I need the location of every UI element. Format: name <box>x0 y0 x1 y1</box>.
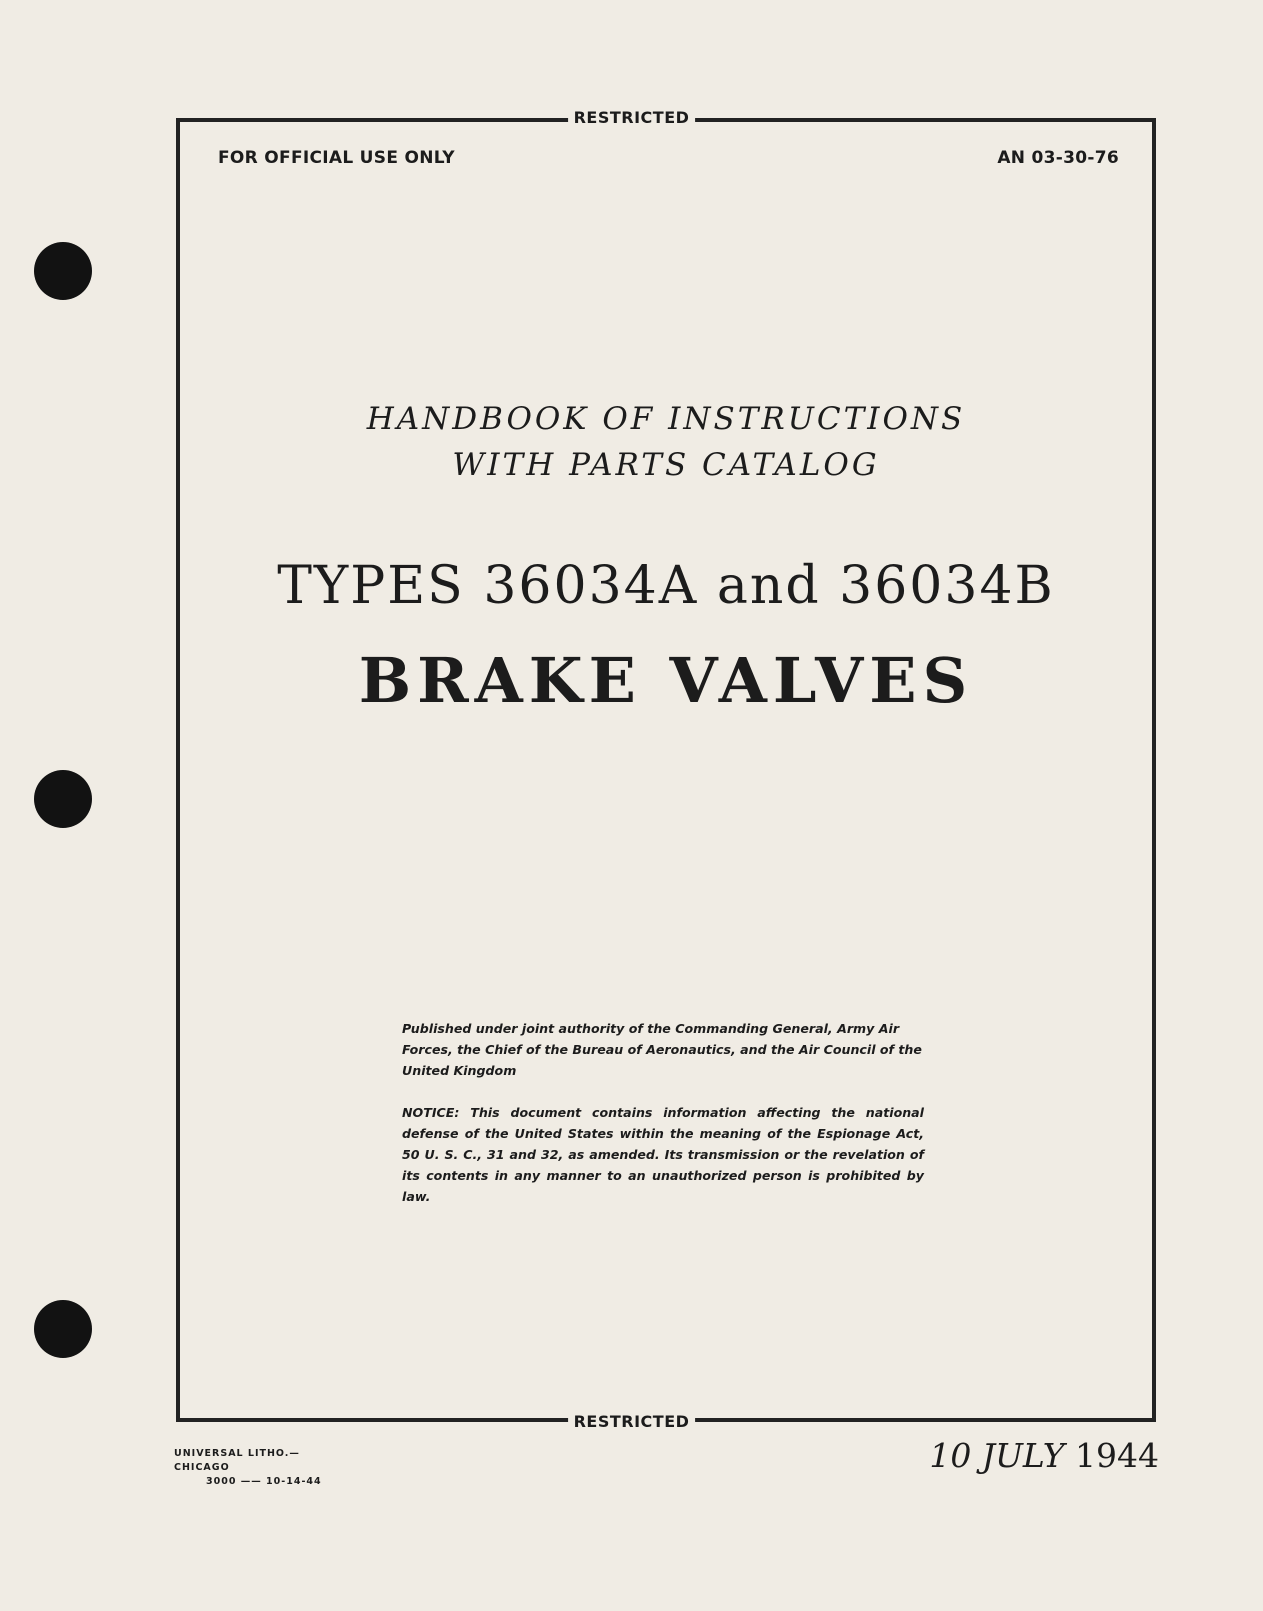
binder-hole-bottom <box>34 1300 92 1358</box>
notice-statement: NOTICE: This document contains information affecting the national defense of the United States within the meaning of the Espionage Act, 50 U. S. C., 31 and 32, as amended. Its transmission or the revelation of its contents in any manner to an unauthorized person is prohibited by law. <box>402 1105 924 1204</box>
handbook-title-line2: WITH PARTS CATALOG <box>452 447 880 483</box>
authority-statement: Published under joint authority of the Commanding General, Army Air Forces, the Chief of the Bureau of Aeronautics, and the Air Council of the United Kingdom <box>402 1021 922 1078</box>
printer-imprint <box>174 1447 354 1489</box>
binder-hole-middle <box>34 770 92 828</box>
restricted-bottom-label: RESTRICTED <box>568 1412 696 1431</box>
printer-line2: 3000 —— 10-14-44 <box>206 1476 322 1487</box>
handbook-title-line1: HANDBOOK OF INSTRUCTIONS <box>366 401 966 437</box>
binder-hole-top <box>34 242 92 300</box>
document-number: AN 03-30-76 <box>997 148 1119 168</box>
handbook-title <box>180 396 1152 488</box>
date-year: 1944 <box>1075 1436 1159 1475</box>
printer-line1: UNIVERSAL LITHO.—CHICAGO <box>174 1448 300 1473</box>
main-title: BRAKE VALVES <box>358 644 974 717</box>
date-day-month: 10 JULY <box>929 1436 1065 1475</box>
page-border <box>176 118 1156 1422</box>
types-heading: TYPES 36034A and 36034B <box>277 556 1055 616</box>
official-use-label: FOR OFFICIAL USE ONLY <box>218 148 455 168</box>
publication-date <box>929 1436 1159 1475</box>
restricted-top-label: RESTRICTED <box>568 108 696 127</box>
